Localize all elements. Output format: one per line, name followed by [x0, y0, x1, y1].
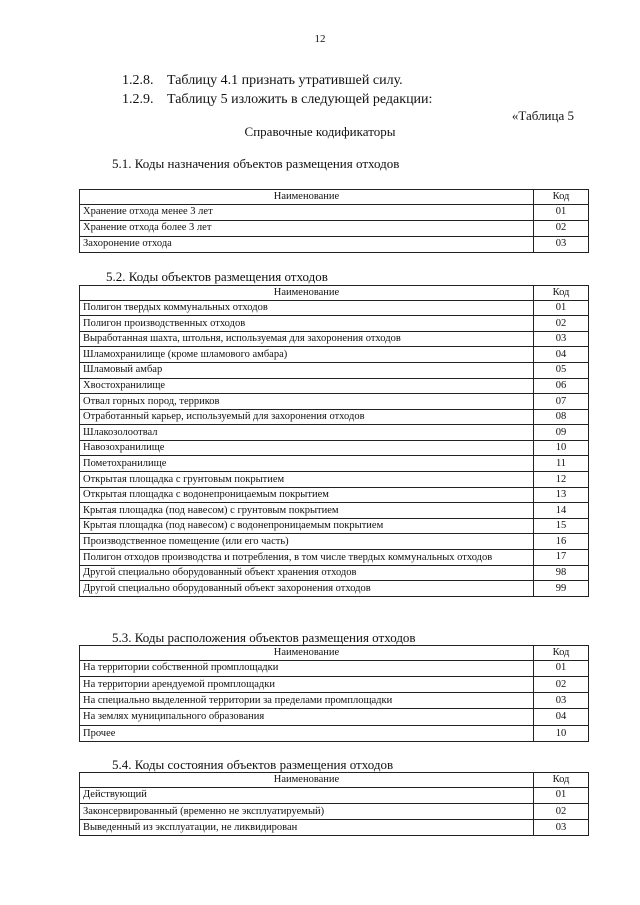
paragraph-text: Таблицу 4.1 признать утратившей силу.: [167, 73, 403, 88]
row-name: Прочее: [80, 725, 534, 741]
table-row: [80, 220, 589, 236]
row-code: 04: [534, 347, 589, 363]
table-row: [80, 409, 589, 425]
row-code: 15: [534, 518, 589, 534]
row-name: Шламовый амбар: [80, 362, 534, 378]
row-code: 14: [534, 503, 589, 519]
table-row: [80, 518, 589, 534]
paragraph-number: 1.2.9.: [122, 92, 154, 107]
row-name: Действующий: [80, 787, 534, 803]
row-code: 09: [534, 425, 589, 441]
row-name: Законсервированный (временно не эксплуатируемый): [80, 803, 534, 819]
table-row: [80, 503, 589, 519]
column-header-name: Наименование: [80, 646, 534, 661]
table-5-2: [79, 285, 589, 597]
table-row: [80, 236, 589, 252]
table-row: [80, 440, 589, 456]
row-code: 04: [534, 709, 589, 725]
row-code: 98: [534, 565, 589, 581]
table-row: [80, 487, 589, 503]
row-name: На территории собственной промплощадки: [80, 660, 534, 676]
row-code: 01: [534, 300, 589, 316]
paragraph-number: 1.2.8.: [122, 73, 154, 88]
row-code: 02: [534, 803, 589, 819]
paragraph-1-2-9: [122, 92, 432, 108]
row-code: 02: [534, 676, 589, 692]
row-name: Открытая площадка с водонепроницаемым покрытием: [80, 487, 534, 503]
section-title-5-1: 5.1. Коды назначения объектов размещения отходов: [112, 156, 400, 171]
row-code: 03: [534, 236, 589, 252]
table-row: [80, 331, 589, 347]
row-name: Хвостохранилище: [80, 378, 534, 394]
row-name: Выведенный из эксплуатации, не ликвидирован: [80, 820, 534, 836]
row-name: Отработанный карьер, используемый для захоронения отходов: [80, 409, 534, 425]
table-header-row: [80, 286, 589, 301]
row-name: Выработанная шахта, штольня, используемая для захоронения отходов: [80, 331, 534, 347]
row-code: 01: [534, 204, 589, 220]
row-name: Производственное помещение (или его часть): [80, 534, 534, 550]
table-row: [80, 581, 589, 597]
table-row: [80, 362, 589, 378]
table-row: [80, 378, 589, 394]
row-code: 17: [534, 550, 589, 566]
table-row: [80, 565, 589, 581]
row-name: Пометохранилище: [80, 456, 534, 472]
table-row: [80, 394, 589, 410]
table-5-3: [79, 645, 589, 742]
table-row: [80, 316, 589, 332]
section-title-5-2: 5.2. Коды объектов размещения отходов: [106, 269, 328, 284]
table-header-row: [80, 190, 589, 205]
table-row: [80, 550, 589, 566]
table-row: [80, 820, 589, 836]
table-row: [80, 676, 589, 692]
table-row: [80, 456, 589, 472]
row-name: Крытая площадка (под навесом) с грунтовым покрытием: [80, 503, 534, 519]
row-code: 99: [534, 581, 589, 597]
table-header-row: [80, 773, 589, 788]
row-name: Отвал горных пород, терриков: [80, 394, 534, 410]
row-code: 01: [534, 787, 589, 803]
row-name: На специально выделенной территории за пределами промплощадки: [80, 693, 534, 709]
section-title-5-4: 5.4. Коды состояния объектов размещения отходов: [112, 757, 394, 772]
row-code: 08: [534, 409, 589, 425]
row-name: Полигон твердых коммунальных отходов: [80, 300, 534, 316]
table-row: [80, 725, 589, 741]
row-name: На землях муниципального образования: [80, 709, 534, 725]
column-header-name: Наименование: [80, 190, 534, 205]
row-code: 13: [534, 487, 589, 503]
table-5-1: [79, 189, 589, 253]
table-row: [80, 425, 589, 441]
row-name: Шлакозолоотвал: [80, 425, 534, 441]
column-header-name: Наименование: [80, 773, 534, 788]
row-code: 05: [534, 362, 589, 378]
row-code: 10: [534, 725, 589, 741]
page-number: 12: [314, 33, 326, 45]
row-name: Другой специально оборудованный объект хранения отходов: [80, 565, 534, 581]
row-code: 01: [534, 660, 589, 676]
row-name: Другой специально оборудованный объект захоронения отходов: [80, 581, 534, 597]
row-name: Крытая площадка (под навесом) с водонепроницаемым покрытием: [80, 518, 534, 534]
table-row: [80, 660, 589, 676]
column-header-name: Наименование: [80, 286, 534, 301]
row-code: 06: [534, 378, 589, 394]
row-code: 03: [534, 820, 589, 836]
table-row: [80, 709, 589, 725]
section-title-5-3: 5.3. Коды расположения объектов размещения отходов: [112, 630, 416, 645]
column-header-code: Код: [534, 646, 589, 661]
row-name: Шламохранилище (кроме шламового амбара): [80, 347, 534, 363]
row-name: Захоронение отхода: [80, 236, 534, 252]
table-row: [80, 204, 589, 220]
row-name: Полигон производственных отходов: [80, 316, 534, 332]
column-header-code: Код: [534, 286, 589, 301]
row-code: 10: [534, 440, 589, 456]
row-name: Полигон отходов производства и потребления, в том числе твердых коммунальных отходов: [80, 550, 534, 566]
table-5-4: [79, 772, 589, 836]
paragraph-text: Таблицу 5 изложить в следующей редакции:: [167, 92, 433, 107]
table-row: [80, 693, 589, 709]
row-name: На территории арендуемой промплощадки: [80, 676, 534, 692]
column-header-code: Код: [534, 773, 589, 788]
table-reference: «Таблица 5: [511, 108, 574, 123]
row-code: 16: [534, 534, 589, 550]
table-row: [80, 300, 589, 316]
row-code: 02: [534, 220, 589, 236]
row-name: Хранение отхода более 3 лет: [80, 220, 534, 236]
row-code: 03: [534, 693, 589, 709]
paragraph-1-2-8: [122, 73, 403, 89]
row-code: 07: [534, 394, 589, 410]
reference-title: Справочные кодификаторы: [244, 124, 396, 139]
row-code: 02: [534, 316, 589, 332]
table-row: [80, 803, 589, 819]
row-code: 12: [534, 472, 589, 488]
row-name: Хранение отхода менее 3 лет: [80, 204, 534, 220]
table-row: [80, 534, 589, 550]
table-header-row: [80, 646, 589, 661]
row-code: 11: [534, 456, 589, 472]
table-row: [80, 787, 589, 803]
table-row: [80, 347, 589, 363]
column-header-code: Код: [534, 190, 589, 205]
table-row: [80, 472, 589, 488]
row-code: 03: [534, 331, 589, 347]
row-name: Открытая площадка с грунтовым покрытием: [80, 472, 534, 488]
row-name: Навозохранилище: [80, 440, 534, 456]
